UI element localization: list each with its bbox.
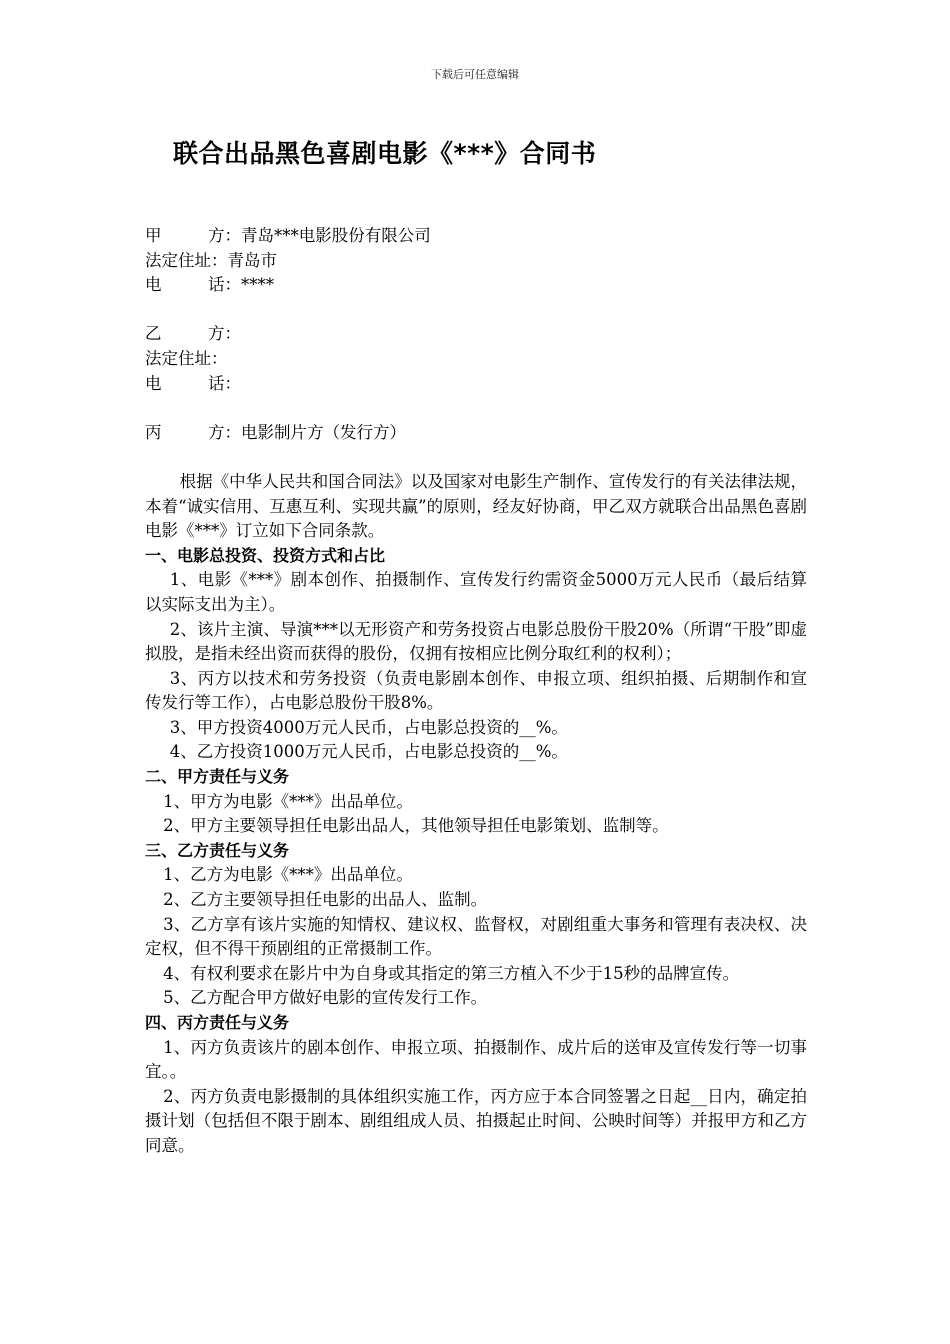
party-a-phone-value: **** xyxy=(241,275,274,295)
party-c-value: 电影制片方（发行方） xyxy=(241,422,406,442)
clause-1-3: 3、丙方以技术和劳务投资（负责电影剧本创作、申报立项、组织拍摄、后期制作和宣传发行等工作），占电影总股份干股8%。 xyxy=(145,668,807,713)
party-a-label-char1: 甲 xyxy=(145,226,162,245)
clause-1-1: 1、电影《***》剧本创作、拍摄制作、宣传发行约需资金5000万元人民币（最后结算以实际支出为主）。 xyxy=(145,570,807,614)
clause-3-5: 5、乙方配合甲方做好电影的宣传发行工作。 xyxy=(163,988,488,1008)
party-b-row xyxy=(145,322,807,347)
party-b-phone-label xyxy=(145,372,241,397)
party-a-row xyxy=(145,224,807,249)
party-a-phone-label xyxy=(145,273,241,298)
header-note: 下载后可任意编辑 xyxy=(431,68,519,81)
party-a-address-label: 法定住址： xyxy=(145,250,228,270)
intro-paragraph: 根据《中华人民共和国合同法》以及国家对电影生产制作、宣传发行的有关法律法规，本着“诚实信用、互惠互利、实现共赢”的原则，经友好协商，甲乙双方就联合出品黑色喜剧电影《***》订立如下合同条款。 xyxy=(145,471,807,541)
party-a-address-row xyxy=(145,249,807,274)
party-b-label-char2: 方： xyxy=(208,324,241,344)
party-c-label-char2: 方： xyxy=(208,422,241,442)
clause-1-2: 2、该片主演、导演***以无形资产和劳务投资占电影总股份干股20%（所谓“干股”即虚拟股，是指未经出资而获得的股份，仅拥有按相应比例分取红利的权利）； xyxy=(145,619,807,664)
party-b-phone-label-char2: 话： xyxy=(208,373,241,393)
clause-3-3: 3、乙方享有该片实施的知情权、建议权、监督权，对剧组重大事务和管理有表决权、决定权，但不得干预剧组的正常摄制工作。 xyxy=(145,914,807,959)
clause-2-2: 2、甲方主要领导担任电影出品人，其他领导担任电影策划、监制等。 xyxy=(163,816,669,836)
party-b-label-char1: 乙 xyxy=(145,324,162,344)
clause-1-5: 4、乙方投资1000万元人民币，占电影总投资的__%。 xyxy=(169,742,568,762)
clause-1-4: 3、甲方投资4000万元人民币，占电影总投资的__%。 xyxy=(169,717,568,737)
party-b-phone-row xyxy=(145,372,807,397)
party-a-value: 青岛***电影股份有限公司 xyxy=(241,226,431,245)
clause-2-1: 1、甲方为电影《***》出品单位。 xyxy=(163,791,413,811)
party-a-phone-label-char1: 电 xyxy=(145,275,162,295)
document-title: 联合出品黑色喜剧电影《***》合同书 xyxy=(173,139,597,168)
clause-3-1: 1、乙方为电影《***》出品单位。 xyxy=(163,865,413,885)
section-heading-4: 四、丙方责任与义务 xyxy=(145,1013,290,1032)
party-b-phone-label-char1: 电 xyxy=(145,373,162,393)
party-a-label-char2: 方： xyxy=(208,226,241,245)
section-heading-3: 三、乙方责任与义务 xyxy=(145,840,290,860)
party-a-phone-row xyxy=(145,273,807,298)
party-b-address-label: 法定住址： xyxy=(145,348,228,368)
clause-3-4: 4、有权利要求在影片中为自身或其指定的第三方植入不少于15秒的品牌宣传。 xyxy=(163,963,740,983)
document-body xyxy=(145,224,807,1159)
party-a-label xyxy=(145,224,241,249)
party-a-phone-label-char2: 话： xyxy=(208,275,241,295)
party-c-row xyxy=(145,421,807,446)
party-c-label xyxy=(145,421,241,446)
clause-4-1: 1、丙方负责该片的剧本创作、申报立项、拍摄制作、成片后的送审及宣传发行等一切事宜。。 xyxy=(145,1037,807,1082)
party-b-label xyxy=(145,322,241,347)
party-a-address-value: 青岛市 xyxy=(227,250,277,270)
clause-4-2: 2、丙方负责电影摄制的具体组织实施工作，丙方应于本合同签署之日起__日内，确定拍摄计划（包括但不限于剧本、剧组组成人员、拍摄起止时间、公映时间等）并报甲方和乙方同意。 xyxy=(145,1086,807,1155)
clause-3-2: 2、乙方主要领导担任电影的出品人、监制。 xyxy=(163,890,488,910)
section-heading-1: 一、电影总投资、投资方式和占比 xyxy=(145,545,386,565)
party-c-label-char1: 丙 xyxy=(145,422,162,442)
section-heading-2: 二、甲方责任与义务 xyxy=(145,767,290,787)
party-b-address-row xyxy=(145,347,807,372)
